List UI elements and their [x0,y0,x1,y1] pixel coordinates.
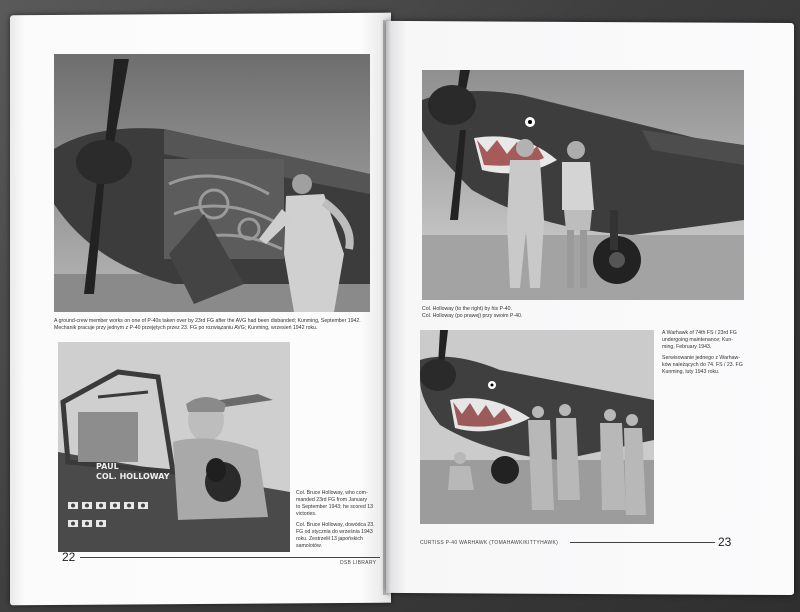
photo-holloway-p40 [422,70,744,300]
caption-line: victories. [296,511,317,517]
caption-holloway-p40 [422,306,742,320]
page-number-left: 22 [62,550,76,564]
caption-line: Col. Bruce Holloway, dowódca 23. [296,522,375,528]
caption-line: Col. Holloway (to the right) by his P-40. [422,306,512,312]
photo-holloway-cockpit [58,342,290,552]
footer-publisher: DSB LIBRARY [340,560,377,566]
caption-line: ków należących do 74. FS / 23. FG [662,362,743,368]
caption-line: Col. Bruce Holloway, who com- [296,490,368,496]
caption-line: ming, February 1943. [662,344,712,350]
caption-line: A ground-crew member works on one of P-40s taken over by 23rd FG after the AVG had been disbanded; Kunming, September 1942. [54,318,361,324]
caption-mechanic-engine [54,318,372,332]
caption-line: A Warhawk of 74th FS / 23rd FG [662,330,737,336]
caption-holloway-cockpit [296,490,378,550]
footer-rule-right [570,542,715,543]
page-number-right: 23 [718,535,732,549]
nose-art-line: PAUL [96,462,119,471]
caption-line: Serwisowanie jednego z Warhaw- [662,355,740,361]
nose-art-text [96,462,169,482]
caption-line: undergoing maintenance; Kun- [662,337,733,343]
nose-art-line: COL. HOLLOWAY [96,472,170,481]
caption-warhawk-maintenance [662,330,752,376]
caption-line: Mechanik pracuje przy jednym z P-40 przejętych przez 23. FG po rozwiązaniu AVG; Kunming, wrzesień 1942 roku. [54,325,318,331]
book-spine [383,20,391,595]
photo-warhawk-maintenance [420,330,654,524]
caption-line: samolotów. [296,543,322,549]
photo-mechanic-engine [54,54,370,312]
caption-line: FG od stycznia do września 1943 [296,529,373,535]
caption-line: Col. Holloway (po prawej) przy swoim P-40. [422,313,523,319]
footer-book-title: CURTISS P-40 WARHAWK (TOMAHAWK/KITTYHAWK) [420,540,559,546]
caption-line: roku. Zestrzelił 13 japońskich [296,536,363,542]
caption-line: Kunming, luty 1943 roku. [662,369,720,375]
footer-rule-left [80,557,380,558]
caption-line: manded 23rd FG from January [296,497,367,503]
caption-line: to September 1943; he scored 13 [296,504,373,510]
